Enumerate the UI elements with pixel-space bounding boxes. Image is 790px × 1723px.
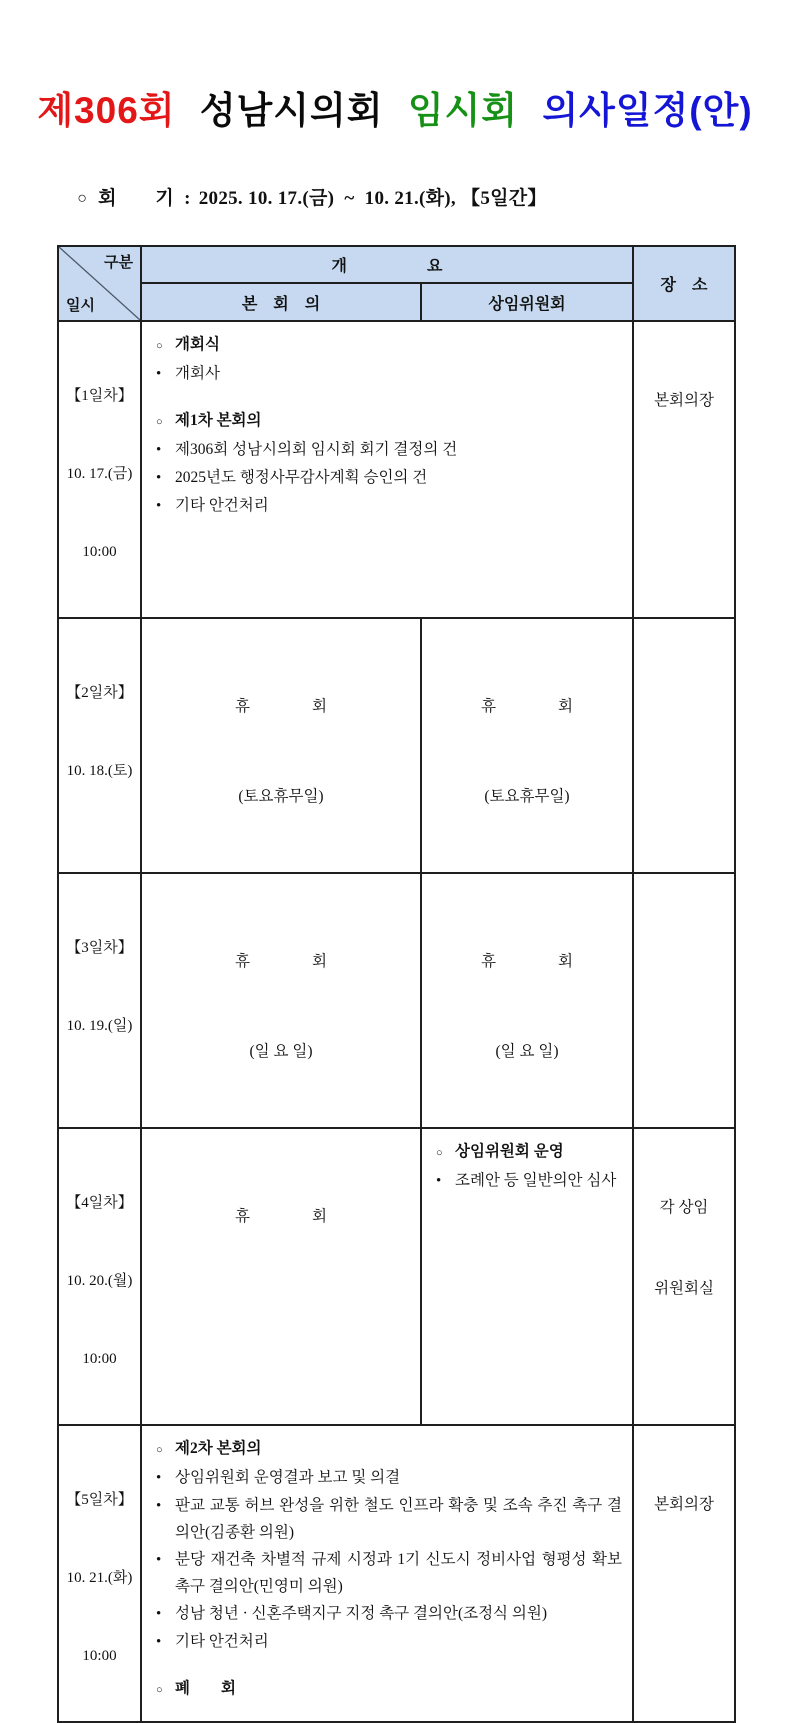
schedule-row-day4 xyxy=(58,1128,735,1425)
agenda-item: • 기타 안건처리 xyxy=(154,1628,624,1656)
dot-bullet-icon: • xyxy=(156,442,162,458)
date-cell-day2 xyxy=(58,618,141,873)
date-label: 10. 17.(금) xyxy=(66,466,133,482)
agenda-heading: ○ 폐 회 xyxy=(154,1675,624,1704)
content-cell-day5 xyxy=(141,1425,633,1722)
schedule-table xyxy=(57,245,736,1723)
dot-bullet-icon: • xyxy=(156,1552,162,1568)
committee-cell-day2 xyxy=(421,618,633,873)
day-label: 【2일차】 xyxy=(66,685,133,701)
agenda-item: • 제306회 성남시의회 임시회 회기 결정의 건 xyxy=(154,436,624,464)
recess-reason: (일 요 일) xyxy=(495,1043,559,1060)
header-overview: 개 요 xyxy=(141,246,633,283)
committee-cell-day4 xyxy=(421,1128,633,1425)
agenda-heading: ○ 제1차 본회의 xyxy=(154,407,624,436)
day-label: 【1일차】 xyxy=(66,388,133,404)
time-label: 10:00 xyxy=(82,544,117,560)
document-title xyxy=(0,0,790,134)
recess-label: 휴 회 xyxy=(481,698,573,715)
session-period-value: 2025. 10. 17.(금) ~ 10. 21.(화), 【5일간】 xyxy=(198,188,547,209)
header-plenary: 본 회 의 xyxy=(141,283,421,321)
recess-reason: (토요휴무일) xyxy=(484,788,570,805)
dot-bullet-icon: • xyxy=(156,1498,162,1514)
circle-bullet-icon: ○ xyxy=(156,1684,163,1696)
circle-bullet-icon: ○ xyxy=(156,416,163,428)
content-cell-day1 xyxy=(141,321,633,618)
plenary-cell-day3 xyxy=(141,873,421,1128)
date-label: 10. 21.(화) xyxy=(66,1570,133,1586)
time-label: 10:00 xyxy=(82,1351,117,1367)
date-cell-day5 xyxy=(58,1425,141,1722)
agenda-item: • 조례안 등 일반의안 심사 xyxy=(434,1167,624,1195)
circle-bullet-icon: ○ xyxy=(156,1444,163,1456)
day-label: 【3일차】 xyxy=(66,940,133,956)
recess-label: 휴 회 xyxy=(481,953,573,970)
spacer xyxy=(154,1656,624,1675)
location-line: 위원회실 xyxy=(654,1280,714,1297)
dot-bullet-icon: • xyxy=(436,1173,442,1189)
date-cell-day1 xyxy=(58,321,141,618)
agenda-item: • 판교 교통 허브 완성을 위한 철도 인프라 확충 및 조속 추진 촉구 결의안(김종환 의원) xyxy=(154,1492,624,1546)
session-period-line xyxy=(57,161,790,232)
agenda-item: • 2025년도 행정사무감사계획 승인의 건 xyxy=(154,464,624,492)
spacer xyxy=(154,388,624,407)
date-label: 10. 18.(토) xyxy=(66,763,133,779)
location-cell-day2 xyxy=(633,618,735,873)
date-cell-day3 xyxy=(58,873,141,1128)
location-cell-day1 xyxy=(633,321,735,618)
recess-label: 휴 회 xyxy=(235,953,327,970)
corner-label-category: 구분 xyxy=(104,255,133,271)
schedule-row-day5 xyxy=(58,1425,735,1722)
plenary-cell-day4 xyxy=(141,1128,421,1425)
dot-bullet-icon: • xyxy=(156,366,162,382)
title-agenda-label: 의사일정(안) xyxy=(542,90,753,131)
corner-cell xyxy=(58,246,141,321)
title-meeting-type: 임시회 xyxy=(407,90,519,131)
time-label: 10:00 xyxy=(82,1648,117,1664)
date-cell-day4 xyxy=(58,1128,141,1425)
header-location: 장 소 xyxy=(633,246,735,321)
agenda-heading: ○ 제2차 본회의 xyxy=(154,1435,624,1464)
dot-bullet-icon: • xyxy=(156,1470,162,1486)
corner-label-datetime: 일시 xyxy=(66,298,95,314)
schedule-row-day1 xyxy=(58,321,735,618)
plenary-cell-day2 xyxy=(141,618,421,873)
agenda-item: • 개회사 xyxy=(154,360,624,388)
header-committee: 상임위원회 xyxy=(421,283,633,321)
location-line: 각 상임 xyxy=(659,1199,709,1216)
agenda-item: • 상임위원회 운영결과 보고 및 의결 xyxy=(154,1464,624,1492)
agenda-heading: ○ 개회식 xyxy=(154,331,624,360)
day-label: 【5일차】 xyxy=(66,1492,133,1508)
agenda-item: • 성남 청년 · 신혼주택지구 지정 촉구 결의안(조정식 의원) xyxy=(154,1600,624,1628)
location-cell-day5 xyxy=(633,1425,735,1722)
circle-bullet-icon: ○ xyxy=(77,190,88,207)
agenda-heading: ○ 상임위원회 운영 xyxy=(434,1138,624,1167)
dot-bullet-icon: • xyxy=(156,470,162,486)
location-cell-day3 xyxy=(633,873,735,1128)
header-row-top xyxy=(58,246,735,283)
schedule-row-day3 xyxy=(58,873,735,1128)
session-period-label: 회 기 xyxy=(98,188,175,209)
dot-bullet-icon: • xyxy=(156,498,162,514)
schedule-row-day2 xyxy=(58,618,735,873)
agenda-item: • 기타 안건처리 xyxy=(154,492,624,520)
dot-bullet-icon: • xyxy=(156,1606,162,1622)
recess-reason: (토요휴무일) xyxy=(238,788,324,805)
day-label: 【4일차】 xyxy=(66,1195,133,1211)
session-period-colon: : xyxy=(184,188,191,209)
location-line: 본회의장 xyxy=(654,1496,714,1513)
date-label: 10. 20.(월) xyxy=(66,1273,133,1289)
title-council-name: 성남시의회 xyxy=(199,90,384,131)
recess-label: 휴 회 xyxy=(235,1208,327,1225)
date-label: 10. 19.(일) xyxy=(66,1018,133,1034)
recess-reason: (일 요 일) xyxy=(249,1043,313,1060)
recess-label: 휴 회 xyxy=(235,698,327,715)
location-line: 본회의장 xyxy=(654,392,714,409)
title-session-number: 제306회 xyxy=(37,90,176,131)
dot-bullet-icon: • xyxy=(156,1634,162,1650)
committee-cell-day3 xyxy=(421,873,633,1128)
location-cell-day4 xyxy=(633,1128,735,1425)
circle-bullet-icon: ○ xyxy=(436,1147,443,1159)
circle-bullet-icon: ○ xyxy=(156,340,163,352)
agenda-item: • 분당 재건축 차별적 규제 시정과 1기 신도시 정비사업 형평성 확보 촉구 결의안(민영미 의원) xyxy=(154,1546,624,1600)
